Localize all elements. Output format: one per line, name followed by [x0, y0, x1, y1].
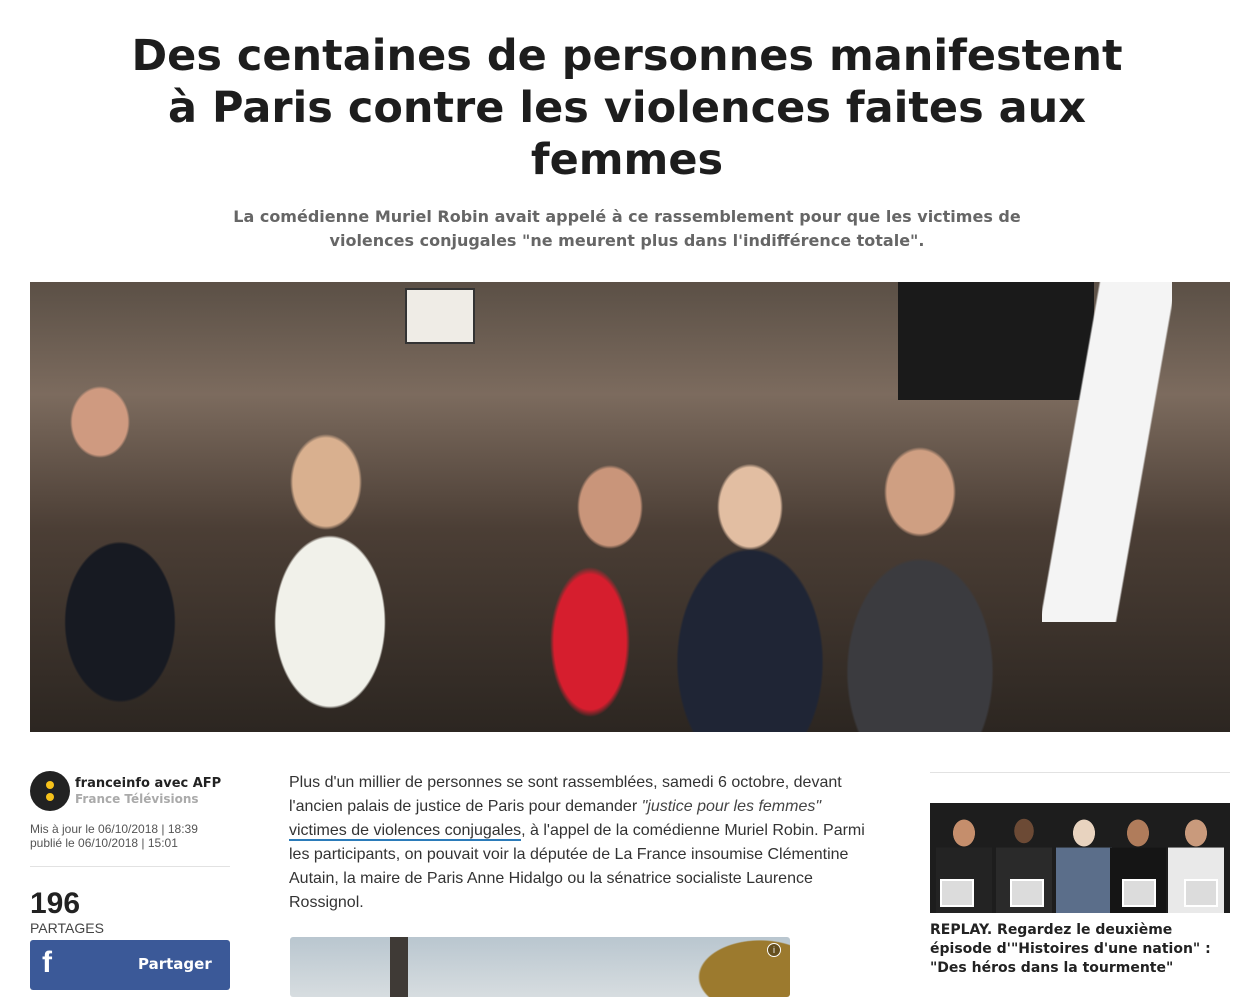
person-figure [1056, 803, 1112, 913]
violences-conjugales-link[interactable]: victimes de violences conjugales [289, 822, 522, 839]
facebook-share-button[interactable] [30, 940, 230, 990]
author-name: franceinfo avec AFP [75, 776, 222, 791]
held-photo [1122, 879, 1156, 907]
held-photo [940, 879, 974, 907]
protest-sign-left [405, 288, 475, 344]
article-paragraph [289, 771, 874, 915]
published-date: publié le 06/10/2018 | 15:01 [30, 836, 178, 850]
cathedral-spire [390, 937, 408, 997]
divider [30, 866, 230, 867]
facebook-share-label: Partager [138, 955, 212, 973]
held-photo [1010, 879, 1044, 907]
replay-thumbnail[interactable] [930, 803, 1230, 913]
paragraph-text-start: Plus d'un millier de personnes se sont rassemblées, samedi 6 octobre, devant l'ancien palais de justice de Paris pour demander [289, 774, 842, 815]
updated-date: Mis à jour le 06/10/2018 | 18:39 [30, 822, 198, 836]
franceinfo-logo-icon [30, 771, 70, 811]
author-organization: France Télévisions [75, 792, 199, 806]
facebook-icon: f [42, 946, 52, 979]
paragraph-text-end: , à l'appel de la comédienne Muriel Robin. Parmi les participants, on pouvait voir la députée de La France insoumise Clémentine Autain, la maire de Paris Anne Hidalgo ou la sénatrice socialiste Laurence Rossignol. [289, 822, 865, 911]
white-flag [1042, 282, 1172, 622]
article-title: Des centaines de personnes manifestent à Paris contre les violences faites aux femmes [131, 31, 1123, 185]
hero-image [30, 282, 1230, 732]
replay-link-title[interactable]: REPLAY. Regardez le deuxième épisode d'"Histoires d'une nation" : "Des héros dans la tourmente" [930, 922, 1211, 976]
share-count: 196 [30, 887, 81, 920]
inline-article-photo [290, 937, 790, 997]
share-label: PARTAGES [30, 920, 104, 936]
paragraph-quote: "justice pour les femmes" [641, 798, 822, 815]
held-photo [1184, 879, 1218, 907]
article-dates [30, 822, 198, 850]
info-icon[interactable]: i [767, 943, 781, 957]
divider [930, 772, 1230, 773]
article-lede: La comédienne Muriel Robin avait appelé à ce rassemblement pour que les victimes de violences conjugales "ne meurent plus dans l'indifférence totale". [233, 207, 1021, 250]
